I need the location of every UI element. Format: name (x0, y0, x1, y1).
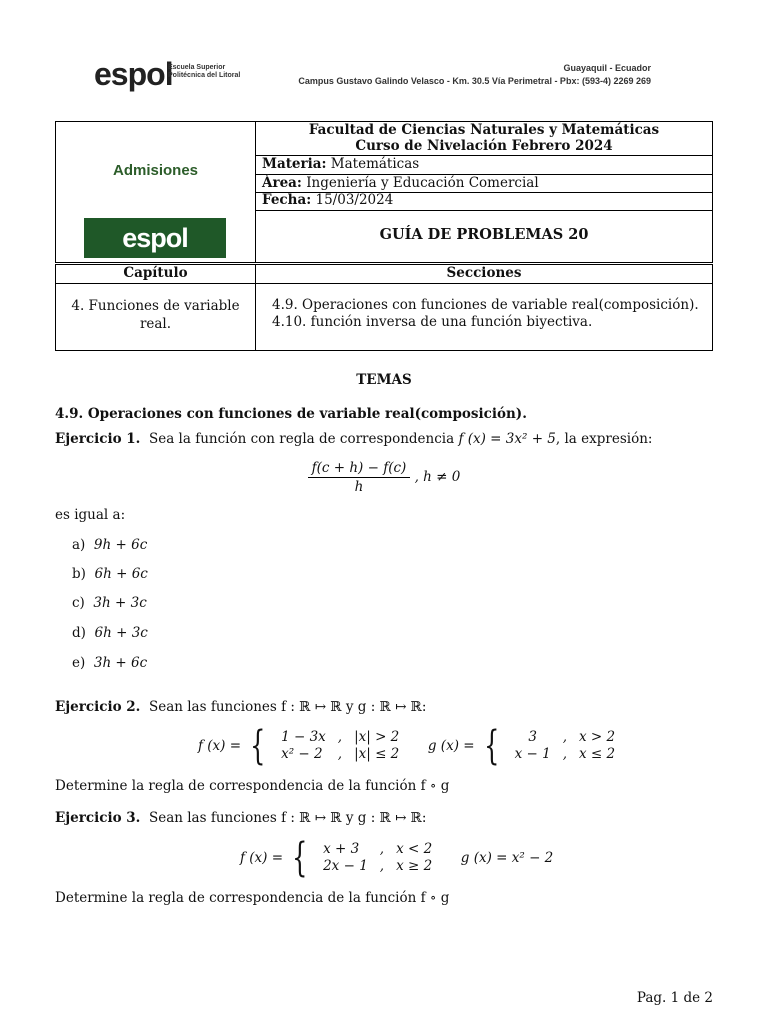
ej3-statement (55, 809, 426, 827)
option-expr: 3h + 6c (93, 655, 148, 671)
col-header-sections: Secciones (446, 265, 522, 281)
chapter-line2: real. (139, 316, 172, 332)
es-igual-text: es igual a: (55, 507, 126, 523)
option-letter: b) (72, 566, 86, 582)
fraction (308, 460, 411, 495)
case-expr: 2x − 1 (323, 858, 368, 874)
espol-logo: espol (94, 56, 173, 92)
row-line (255, 210, 712, 211)
course-title: Curso de Nivelación Febrero 2024 (355, 138, 613, 154)
case-cond: x < 2 (396, 841, 433, 857)
header-city: Guayaquil - Ecuador (563, 63, 651, 73)
option-letter: e) (72, 655, 86, 671)
option-c (72, 594, 147, 612)
case-expr: x + 3 (323, 841, 360, 857)
case-cond: |x| ≤ 2 (354, 746, 400, 762)
ej3-g-def: g (x) = x² − 2 (460, 850, 554, 866)
option-expr: 9h + 6c (93, 537, 148, 553)
option-letter: c) (72, 595, 85, 611)
area-value: Ingeniería y Educación Comercial (306, 175, 539, 191)
admisiones-label: Admisiones (112, 162, 199, 179)
ej2-text: Sean las funciones f : ℝ ↦ ℝ y g : ℝ ↦ ℝ: (148, 699, 427, 715)
option-b (72, 565, 148, 583)
case-sep: , (337, 729, 343, 745)
option-expr: 6h + 6c (94, 566, 148, 582)
section-heading: 4.9. Operaciones con funciones de variable real(composición). (55, 406, 527, 422)
materia-row (262, 156, 706, 173)
section-item: 4.9. Operaciones con funciones de variable real(composición). (272, 297, 699, 313)
sections-cell (272, 297, 708, 331)
ej3-functions (240, 835, 554, 881)
ej2-f-cases (275, 729, 405, 763)
ej2-determine: Determine la regla de correspondencia de la función f ∘ g (55, 778, 450, 794)
left-brace: { (483, 723, 500, 769)
option-letter: d) (72, 625, 86, 641)
ej1-function: f (x) = 3x² + 5 (458, 431, 556, 447)
fraction-denominator: h (354, 479, 364, 495)
case-expr: 3 (528, 729, 537, 745)
guide-title: GUÍA DE PROBLEMAS 20 (379, 226, 589, 243)
ej2-f-lhs: f (x) = (198, 738, 242, 754)
ej2-functions (198, 723, 621, 769)
chapter-line1: 4. Funciones de variable (71, 298, 240, 314)
ej2-label: Ejercicio 2. (55, 699, 141, 715)
header-address-block (298, 62, 651, 88)
faculty-title: Facultad de Ciencias Naturales y Matemáticas (308, 122, 660, 138)
option-e (72, 654, 147, 672)
option-expr: 3h + 3c (93, 595, 147, 611)
case-sep: , (337, 746, 343, 762)
case-expr: 1 − 3x (281, 729, 326, 745)
espol-logo-box: espol (84, 218, 226, 258)
chapter-table (55, 264, 713, 351)
case-expr: x² − 2 (281, 746, 323, 762)
col-header-chapter: Capítulo (123, 265, 188, 281)
ej1-condition: , h ≠ 0 (414, 469, 461, 485)
left-brace: { (250, 723, 266, 769)
option-expr: 6h + 3c (94, 625, 148, 641)
ej3-f-cases (317, 841, 438, 875)
materia-label: Materia: (262, 156, 327, 172)
info-table (55, 121, 713, 263)
case-cond: |x| > 2 (354, 729, 400, 745)
ej2-g-cases (509, 729, 622, 763)
ej1-expression (0, 460, 768, 495)
area-row (262, 175, 706, 192)
case-cond: x > 2 (579, 729, 616, 745)
ej2-statement (55, 698, 426, 716)
ej3-determine: Determine la regla de correspondencia de la función f ∘ g (55, 890, 450, 906)
chapter-cell (56, 297, 255, 333)
option-d (72, 624, 148, 642)
fecha-row (262, 192, 706, 209)
case-sep: , (562, 746, 568, 762)
case-expr: x − 1 (514, 746, 551, 762)
ej1-text-end: , la expresión: (555, 431, 653, 447)
header-address: Campus Gustavo Galindo Velasco - Km. 30.5 Vía Perimetral - Pbx: (593-4) 2269 269 (298, 76, 651, 86)
case-sep: , (379, 841, 385, 857)
ej1-label: Ejercicio 1. (55, 431, 141, 447)
left-brace: { (292, 835, 308, 881)
fecha-value: 15/03/2024 (315, 192, 394, 208)
case-cond: x ≤ 2 (579, 746, 616, 762)
ej3-f-lhs: f (x) = (240, 850, 284, 866)
area-label: Área: (262, 175, 302, 191)
case-sep: , (562, 729, 568, 745)
fecha-label: Fecha: (262, 192, 312, 208)
page-number: Pag. 1 de 2 (636, 990, 713, 1006)
fraction-numerator: f(c + h) − f(c) (308, 460, 411, 478)
case-sep: , (379, 858, 385, 874)
ej3-label: Ejercicio 3. (55, 810, 141, 826)
section-item: 4.10. función inversa de una función biyectiva. (272, 314, 593, 330)
logo-sub-line2: Politécnica del Litoral (168, 72, 241, 79)
temas-heading: TEMAS (356, 372, 412, 388)
case-cond: x ≥ 2 (396, 858, 433, 874)
logo-sub-line1: Escuela Superior (168, 64, 226, 71)
materia-value: Matemáticas (330, 156, 420, 172)
ej1-text: Sea la función con regla de correspondencia (148, 431, 455, 447)
ej2-g-lhs: g (x) = (427, 738, 475, 754)
option-a (72, 536, 147, 554)
option-letter: a) (72, 537, 86, 553)
ej1-statement (55, 430, 652, 448)
header-line (56, 283, 712, 284)
espol-logo-subtitle (168, 64, 258, 80)
ej3-text: Sean las funciones f : ℝ ↦ ℝ y g : ℝ ↦ ℝ: (148, 810, 427, 826)
